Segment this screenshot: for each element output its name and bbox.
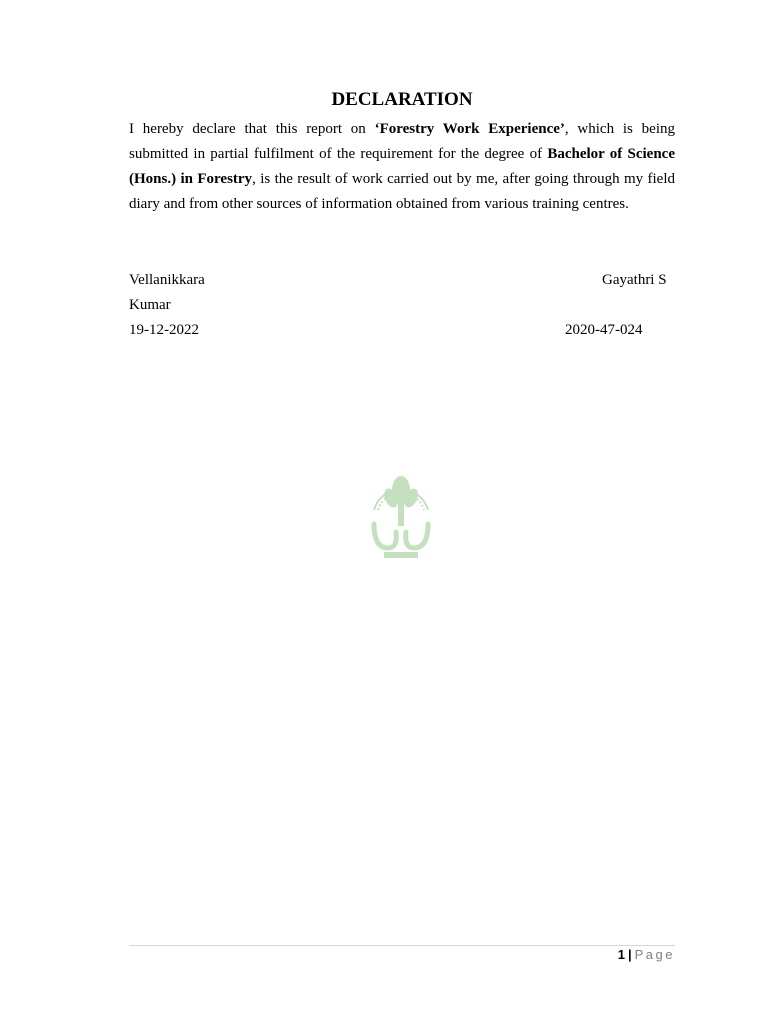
signature-id: 2020-47-024 bbox=[565, 322, 643, 338]
declaration-text-2: , which is being submitted in partial fulfilment of the requirement for the degree of bbox=[129, 121, 675, 162]
kau-emblem-icon bbox=[364, 462, 438, 562]
signature-date: 19-12-2022 bbox=[129, 322, 199, 338]
report-title: ‘Forestry Work Experience’ bbox=[374, 121, 565, 137]
declaration-text-1: I hereby declare that this report on bbox=[129, 121, 375, 137]
footer-separator: | bbox=[627, 947, 632, 962]
page-label: Page bbox=[634, 947, 675, 962]
signature-name-part2: Kumar bbox=[129, 297, 171, 313]
page-number: 1 bbox=[617, 947, 625, 962]
declaration-paragraph bbox=[129, 117, 675, 217]
footer-divider bbox=[129, 945, 675, 946]
signature-name-part1: Gayathri S bbox=[602, 272, 667, 288]
page-footer bbox=[618, 946, 675, 964]
declaration-text-3: , is the result of work carried out by me, after going through my field diary and from other sources of information obtained from various training centres. bbox=[129, 171, 675, 212]
page-title: DECLARATION bbox=[331, 89, 473, 110]
signature-place: Vellanikkara bbox=[129, 272, 205, 288]
degree-name: Bachelor of Science (Hons.) in Forestry bbox=[129, 146, 675, 187]
